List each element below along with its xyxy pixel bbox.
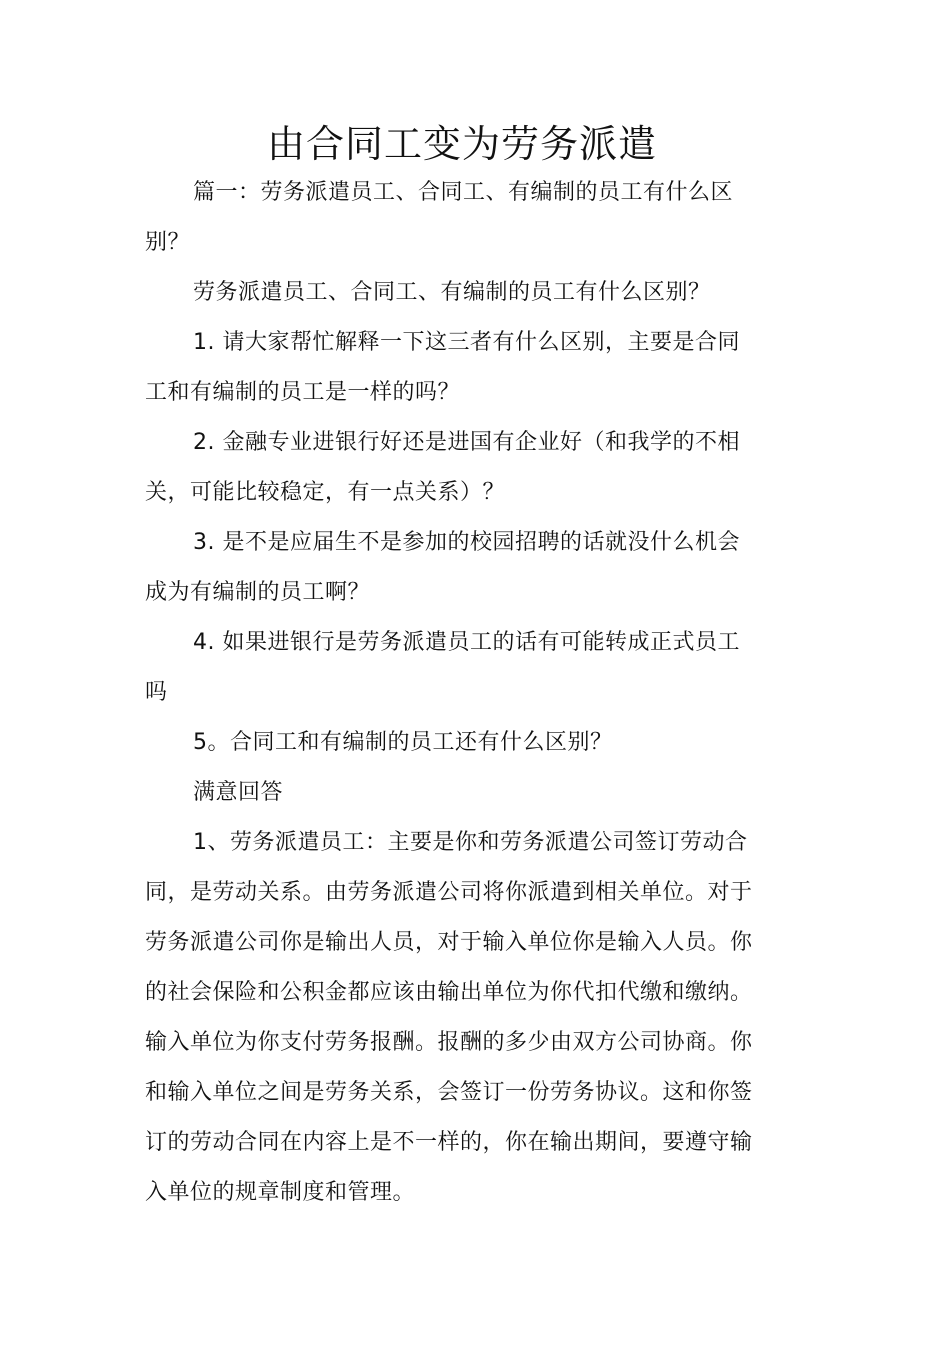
paragraph-question: 劳务派遣员工、合同工、有编制的员工有什么区别？ [193, 280, 711, 305]
paragraph-answer-label: 满意回答 [193, 780, 284, 805]
paragraph-heading: 篇一：劳务派遣员工、合同工、有编制的员工有什么区别？ [145, 180, 734, 255]
document-title: 由合同工变为劳务派遣 [266, 122, 657, 166]
paragraph-item-2: 2. 金融专业进银行好还是进国有企业好（和我学的不相关，可能比较稳定，有一点关系）？ [145, 430, 740, 505]
paragraph-item-4: 4. 如果进银行是劳务派遣员工的话有可能转成正式员工吗 [145, 630, 740, 705]
paragraph-answer-1: 1、劳务派遣员工：主要是你和劳务派遣公司签订劳动合同，是劳动关系。由劳务派遣公司将你派遣到相关单位。对于劳务派遣公司你是输出人员，对于输入单位你是输入人员。你的社会保险和公积金都应该由输出单位为你代扣代缴和缴纳。输入单位为你支付劳务报酬。报酬的多少由双方公司协商。你和输入单位之间是劳务关系，会签订一份劳务协议。这和你签订的劳动合同在内容上是不一样的，你在输出期间，要遵守输入单位的规章制度和管理。 [145, 830, 753, 1205]
paragraph-item-1: 1. 请大家帮忙解释一下这三者有什么区别，主要是合同工和有编制的员工是一样的吗？ [145, 330, 740, 405]
document-body [145, 168, 755, 1218]
paragraph-item-5: 5。合同工和有编制的员工还有什么区别？ [193, 730, 613, 755]
paragraph-item-3: 3. 是不是应届生不是参加的校园招聘的话就没什么机会成为有编制的员工啊？ [145, 530, 740, 605]
